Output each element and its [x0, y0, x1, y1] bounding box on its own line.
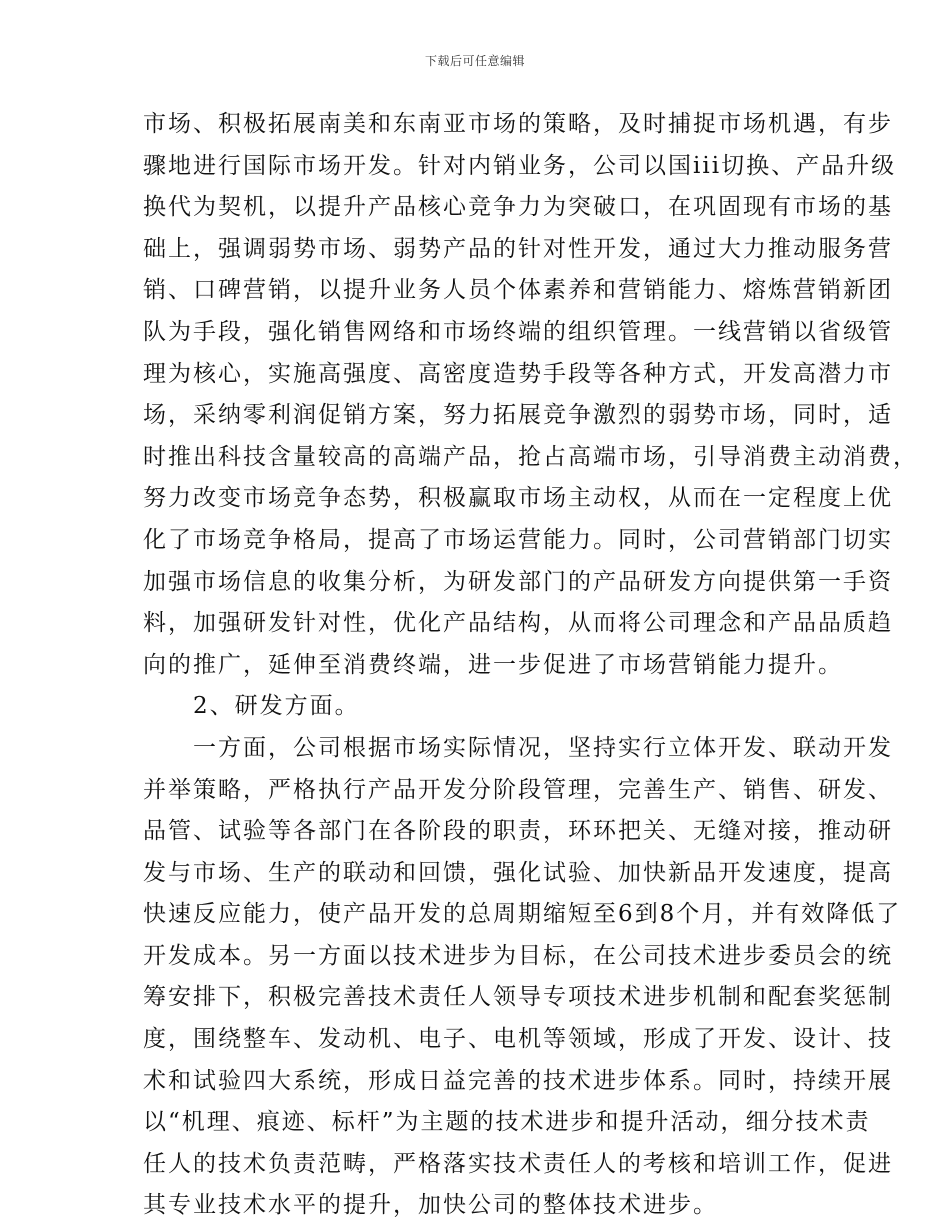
paragraph-marketing — [143, 104, 918, 686]
text-line: 发与市场、生产的联动和回馈，强化试验、加快新品开发速度，提高 — [143, 859, 893, 886]
text-line: 任人的技术负责范畴，严格落实技术责任人的考核和培训工作，促进 — [143, 1150, 893, 1177]
text-line: 筹安排下，积极完善技术责任人领导专项技术进步机制和配套奖惩制 — [143, 984, 893, 1011]
text-line: 理为核心，实施高强度、高密度造势手段等各种方式，开发高潜力市 — [143, 360, 893, 387]
text-line: 努力改变市场竞争态势，积极赢取市场主动权，从而在一定程度上优 — [143, 485, 893, 512]
text-line: 开发成本。另一方面以技术进步为目标，在公司技术进步委员会的统 — [143, 942, 893, 969]
text-line: 队为手段，强化销售网络和市场终端的组织管理。一线营销以省级管 — [143, 318, 893, 345]
page-header: 下载后可任意编辑 — [424, 54, 525, 68]
document-body — [143, 104, 918, 1227]
text-line: 以“机理、痕迹、标杆”为主题的技术进步和提升活动，细分技术责 — [143, 1109, 871, 1136]
text-line: 其专业技术水平的提升，加快公司的整体技术进步。 — [143, 1192, 718, 1219]
text-line: 销、口碑营销，以提升业务人员个体素养和营销能力、熔炼营销新团 — [143, 277, 893, 304]
paragraph-rnd — [143, 728, 902, 1227]
text-line: 向的推广，延伸至消费终端，进一步促进了市场营销能力提升。 — [143, 651, 843, 678]
text-line: 市场、积极拓展南美和东南亚市场的策略，及时捕捉市场机遇，有步 — [143, 111, 893, 137]
text-line: 场，采纳零利润促销方案，努力拓展竞争激烈的弱势市场，同时，适 — [143, 402, 893, 429]
text-line: 品管、试验等各部门在各阶段的职责，环环把关、无缝对接，推动研 — [143, 818, 893, 845]
text-line: 础上，强调弱势市场、弱势产品的针对性开发，通过大力推动服务营 — [143, 235, 893, 262]
section-heading-rnd — [143, 686, 808, 728]
text-line: 化了市场竞争格局，提高了市场运营能力。同时，公司营销部门切实 — [143, 526, 893, 553]
text-line: 快速反应能力，使产品开发的总周期缩短至6到8个月，并有效降低了 — [143, 901, 902, 928]
text-line: 时推出科技含量较高的高端产品，抢占高端市场，引导消费主动消费， — [143, 443, 918, 470]
text-line: 骤地进行国际市场开发。针对内销业务，公司以国iii切换、产品升级 — [143, 152, 897, 179]
text-line: 加强市场信息的收集分析，为研发部门的产品研发方向提供第一手资 — [143, 568, 893, 595]
text-line: 一方面，公司根据市场实际情况，坚持实行立体开发、联动开发 — [193, 734, 893, 761]
text-line: 料，加强研发针对性，优化产品结构，从而将公司理念和产品品质趋 — [143, 610, 893, 637]
text-line: 度，围绕整车、发动机、电子、电机等领域，形成了开发、设计、技 — [143, 1026, 893, 1053]
heading-text: 2、研发方面。 — [193, 693, 360, 720]
text-line: 并举策略，严格执行产品开发分阶段管理，完善生产、销售、研发、 — [143, 776, 893, 803]
text-line: 术和试验四大系统，形成日益完善的技术进步体系。同时，持续开展 — [143, 1067, 893, 1094]
text-line: 换代为契机，以提升产品核心竞争力为突破口，在巩固现有市场的基 — [143, 194, 893, 221]
